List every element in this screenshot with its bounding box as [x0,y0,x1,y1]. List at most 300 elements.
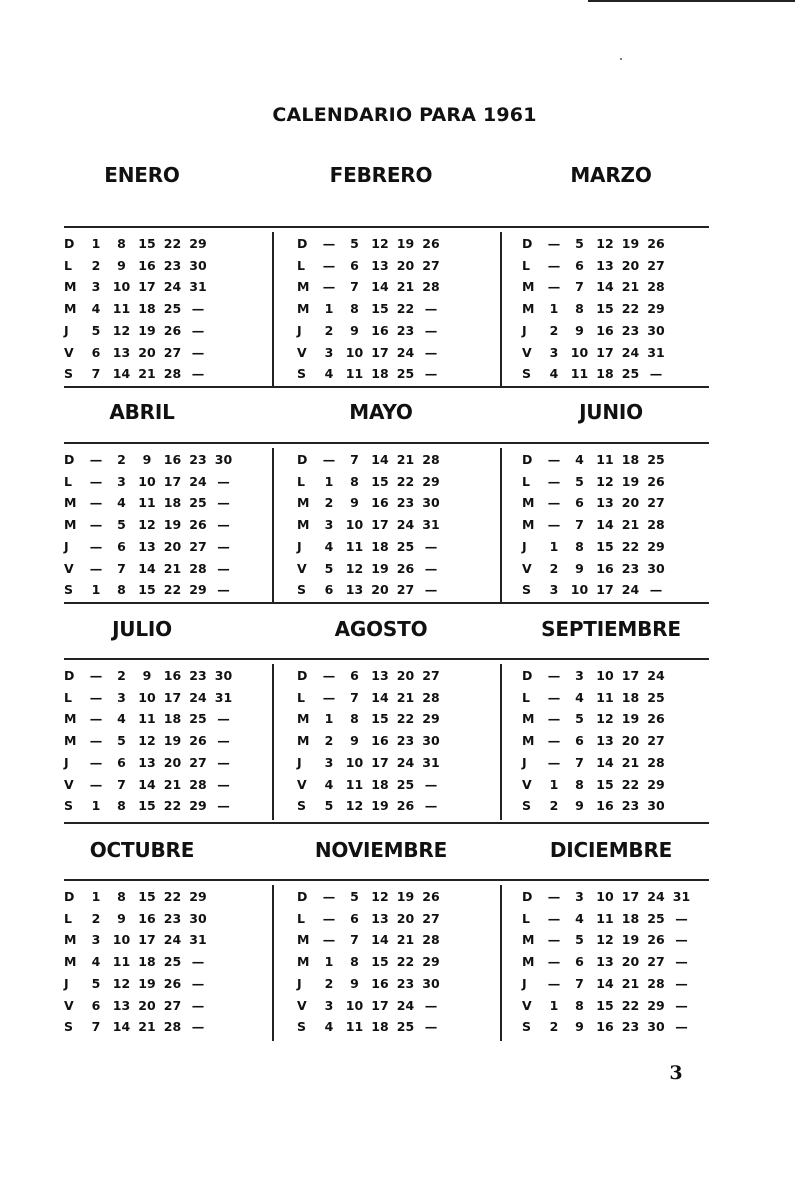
date-cell: 21 [621,517,640,533]
date-cell: 22 [163,236,182,251]
date-cell: 9 [350,495,359,511]
day-letter: M [297,932,310,948]
date-cell: 9 [350,733,359,749]
date-cell: 24 [396,754,415,770]
date-cell: — [322,889,336,904]
day-letter: V [297,776,307,792]
date-cell: 8 [350,301,359,317]
date-cell: 4 [117,495,126,511]
day-letter: D [522,668,533,683]
date-cell: 21 [138,1019,156,1035]
date-cell: — [424,776,438,792]
date-cell: 1 [91,582,101,598]
week-row [297,515,512,535]
date-cell: 30 [189,910,207,926]
date-cell: — [547,452,561,467]
day-letter: V [64,997,74,1013]
day-letter: L [297,910,305,926]
day-letter: J [522,538,527,554]
date-cell: 13 [371,257,389,273]
day-letter: L [64,473,72,489]
date-cell: 12 [138,517,156,533]
date-cell: 30 [422,975,440,991]
date-cell: 16 [371,322,389,338]
month-name: JULIO [112,617,172,641]
date-cell: 7 [575,975,584,991]
day-letter: J [64,975,69,991]
date-cell: 3 [575,668,584,683]
date-cell: 19 [621,711,640,727]
date-cell: 12 [371,889,389,904]
date-cell: 3 [91,932,101,948]
day-letter: L [522,910,530,926]
date-cell: — [322,279,336,295]
date-cell: 30 [647,798,665,814]
date-cell: — [89,668,103,683]
week-row [297,974,512,994]
date-cell: 17 [621,668,640,683]
week-row [297,709,512,729]
day-letter: J [64,754,69,770]
date-cell: — [675,1019,688,1035]
date-cell: 13 [596,733,614,749]
week-row [297,796,512,816]
week-row [64,493,279,513]
date-cell: 29 [647,997,665,1013]
date-cell: — [547,889,561,904]
day-letter: M [297,301,310,317]
date-cell: 9 [142,668,152,683]
day-letter: V [64,776,74,792]
date-cell: — [547,257,561,273]
date-cell: 23 [163,910,182,926]
date-cell: — [322,236,336,251]
day-letter: S [522,582,532,598]
date-cell: 13 [112,997,131,1013]
week-row [64,277,279,297]
date-cell: 2 [324,322,334,338]
date-cell: 24 [621,582,640,598]
date-cell: 21 [138,366,156,382]
date-cell: 8 [575,776,584,792]
day-letter: D [522,889,533,904]
week-row [297,930,512,950]
date-cell: — [322,452,336,467]
week-row [64,515,279,535]
date-cell: 12 [596,236,614,251]
date-cell: 28 [647,975,665,991]
date-cell: 9 [117,910,126,926]
date-cell: 12 [112,322,131,338]
month-name: SEPTIEMBRE [541,617,681,641]
date-cell: 3 [575,889,584,904]
section-top-rule [64,658,709,660]
date-cell: 28 [189,776,207,792]
date-cell: — [675,910,688,926]
date-cell: 25 [647,689,665,705]
date-cell: 3 [324,344,334,360]
week-row [64,537,279,557]
week-row [522,909,737,929]
week-row [297,909,512,929]
date-cell: 21 [621,279,640,295]
date-cell: 7 [350,279,359,295]
date-cell: 15 [138,582,156,598]
date-cell: — [89,689,103,705]
week-row [522,709,737,729]
date-cell: 25 [621,366,640,382]
date-cell: 4 [549,366,559,382]
date-cell: 29 [422,711,440,727]
day-letter: L [522,473,530,489]
date-cell: 26 [189,733,207,749]
date-cell: 1 [91,236,101,251]
date-cell: 16 [371,495,389,511]
date-cell: 14 [371,452,389,467]
day-letter: M [297,954,310,970]
date-cell: 16 [138,910,156,926]
day-letter: S [64,582,74,598]
date-cell: 7 [575,279,584,295]
date-cell: 30 [647,560,665,576]
week-row [64,709,279,729]
date-cell: 10 [570,344,589,360]
date-cell: 17 [138,279,156,295]
date-cell: 19 [163,733,182,749]
section-top-rule [64,442,709,444]
day-letter: M [64,932,77,948]
date-cell: — [217,582,230,598]
date-cell: 27 [422,668,440,683]
date-cell: 20 [621,733,640,749]
day-letter: D [297,889,308,904]
day-letter: S [522,366,532,382]
day-letter: M [297,279,310,295]
date-cell: 6 [324,582,334,598]
day-letter: D [297,236,308,251]
date-cell: 10 [345,997,364,1013]
date-cell: 2 [91,910,101,926]
date-cell: 12 [596,932,614,948]
date-cell: 19 [371,798,389,814]
date-cell: 28 [163,366,182,382]
date-cell: 28 [189,560,207,576]
date-cell: — [675,954,688,970]
date-cell: 10 [345,517,364,533]
date-cell: 16 [596,1019,614,1035]
date-cell: 2 [324,495,334,511]
date-cell: 24 [647,668,665,683]
date-cell: 28 [647,517,665,533]
day-letter: M [522,733,535,749]
date-cell: 23 [396,495,415,511]
date-cell: 9 [575,1019,584,1035]
date-cell: — [547,932,561,948]
date-cell: 30 [214,668,233,683]
day-letter: M [522,517,535,533]
date-cell: — [217,776,230,792]
date-cell: — [675,997,688,1013]
date-cell: 13 [345,582,364,598]
date-cell: — [217,495,230,511]
date-cell: 9 [350,975,359,991]
date-cell: 13 [371,668,389,683]
month-name: DICIEMBRE [549,838,673,862]
date-cell: 8 [350,473,359,489]
date-cell: — [89,754,103,770]
date-cell: 26 [189,517,207,533]
week-row [64,930,279,950]
date-cell: 13 [138,754,156,770]
date-cell: 18 [621,689,640,705]
date-cell: 1 [91,889,101,904]
date-cell: 5 [350,236,359,251]
date-cell: — [547,754,561,770]
date-cell: 22 [396,473,415,489]
date-cell: 16 [138,257,156,273]
date-cell: — [217,473,230,489]
date-cell: 25 [396,776,415,792]
week-row [522,364,737,384]
date-cell: 20 [396,668,415,683]
date-cell: — [89,711,103,727]
date-cell: 11 [138,711,156,727]
date-cell: 24 [189,689,207,705]
date-cell: 17 [138,932,156,948]
date-cell: 27 [189,754,207,770]
date-cell: 26 [396,560,415,576]
date-cell: — [547,473,561,489]
week-row [522,666,737,686]
date-cell: 2 [549,1019,559,1035]
date-cell: 5 [350,889,359,904]
date-cell: — [547,236,561,251]
date-cell: 7 [91,366,101,382]
date-cell: 2 [549,560,559,576]
date-cell: 11 [345,1019,364,1035]
day-letter: L [297,689,305,705]
date-cell: 5 [324,560,334,576]
date-cell: 25 [396,538,415,554]
week-row [297,321,512,341]
month-name: MAYO [349,400,413,424]
date-cell: 11 [345,366,364,382]
date-cell: 6 [575,733,584,749]
day-letter: M [522,301,535,317]
date-cell: 15 [138,798,156,814]
month-name: MARZO [570,163,652,187]
day-letter: D [522,452,533,467]
date-cell: 19 [621,473,640,489]
date-cell: 1 [549,538,559,554]
day-letter: S [522,1019,532,1035]
date-cell: 12 [138,733,156,749]
date-cell: 28 [163,1019,182,1035]
date-cell: — [217,517,230,533]
date-cell: 3 [117,689,126,705]
date-cell: — [89,452,103,467]
date-cell: 10 [138,689,156,705]
day-letter: L [64,689,72,705]
week-row [64,666,279,686]
week-row [522,493,737,513]
date-cell: 9 [575,322,584,338]
day-letter: M [522,954,535,970]
date-cell: — [424,560,438,576]
date-cell: 22 [163,582,182,598]
day-letter: M [64,711,77,727]
week-row [64,472,279,492]
week-row [297,731,512,751]
date-cell: 29 [647,776,665,792]
date-cell: — [191,344,205,360]
date-cell: 6 [91,344,101,360]
week-row [297,996,512,1016]
date-cell: 30 [214,452,233,467]
date-cell: 20 [396,910,415,926]
date-cell: 7 [575,754,584,770]
date-cell: 7 [117,776,126,792]
date-cell: — [322,257,336,273]
day-letter: V [522,344,532,360]
week-row [522,996,737,1016]
date-cell: 21 [621,754,640,770]
date-cell: 25 [163,954,182,970]
date-cell: 29 [647,301,665,317]
week-row [522,515,737,535]
date-cell: 24 [163,279,182,295]
day-letter: S [64,1019,74,1035]
date-cell: 6 [575,257,584,273]
date-cell: 18 [596,366,614,382]
date-cell: — [675,975,688,991]
week-row [64,996,279,1016]
week-row [64,974,279,994]
date-cell: 7 [350,932,359,948]
date-cell: 4 [575,910,584,926]
date-cell: 31 [214,689,233,705]
date-cell: 7 [575,517,584,533]
date-cell: 7 [350,689,359,705]
week-row [522,796,737,816]
week-row [522,299,737,319]
date-cell: 14 [596,754,614,770]
date-cell: 21 [396,932,415,948]
date-cell: 8 [575,538,584,554]
date-cell: 20 [621,257,640,273]
week-row [522,343,737,363]
date-cell: 26 [396,798,415,814]
date-cell: 4 [575,689,584,705]
print-speck [620,58,622,60]
day-letter: M [522,932,535,948]
date-cell: 12 [596,473,614,489]
date-cell: 17 [163,689,182,705]
date-cell: — [89,473,103,489]
date-cell: 14 [112,1019,131,1035]
date-cell: 31 [422,517,440,533]
date-cell: — [547,517,561,533]
day-letter: V [64,560,74,576]
date-cell: 5 [117,517,126,533]
date-cell: 1 [324,301,334,317]
date-cell: 10 [596,668,614,683]
day-letter: V [64,344,74,360]
date-cell: 20 [396,257,415,273]
week-row [297,753,512,773]
date-cell: 7 [350,452,359,467]
date-cell: 20 [371,582,389,598]
day-letter: J [522,754,527,770]
date-cell: 20 [138,344,156,360]
month-name: ABRIL [109,400,175,424]
day-letter: J [297,975,302,991]
date-cell: 19 [396,236,415,251]
date-cell: 5 [117,733,126,749]
date-cell: 29 [422,954,440,970]
date-cell: — [547,279,561,295]
date-cell: — [424,366,438,382]
month-name: OCTUBRE [89,838,195,862]
page-number: 3 [669,1062,683,1084]
date-cell: 22 [163,889,182,904]
date-cell: 13 [371,910,389,926]
date-cell: — [322,932,336,948]
week-row [522,1017,737,1037]
date-cell: — [547,495,561,511]
date-cell: 5 [91,322,101,338]
week-row [297,450,512,470]
date-cell: 31 [672,889,691,904]
date-cell: — [217,538,230,554]
date-cell: 27 [396,582,415,598]
date-cell: 27 [163,344,182,360]
day-letter: D [64,889,75,904]
day-letter: V [522,776,532,792]
date-cell: 14 [596,975,614,991]
date-cell: 28 [647,279,665,295]
date-cell: 19 [138,975,156,991]
week-row [297,666,512,686]
date-cell: 17 [163,473,182,489]
date-cell: 10 [112,279,131,295]
date-cell: 7 [117,560,126,576]
date-cell: — [424,582,438,598]
week-row [297,775,512,795]
page-title: CALENDARIO PARA 1961 [272,104,537,126]
date-cell: 27 [422,910,440,926]
week-row [64,343,279,363]
date-cell: 24 [396,997,415,1013]
day-letter: M [522,279,535,295]
date-cell: 4 [117,711,126,727]
date-cell: 10 [570,582,589,598]
date-cell: 22 [621,301,640,317]
week-row [297,472,512,492]
day-letter: J [64,322,69,338]
date-cell: 24 [163,932,182,948]
week-row [64,1017,279,1037]
date-cell: 8 [350,954,359,970]
date-cell: 25 [163,301,182,317]
date-cell: — [547,910,561,926]
date-cell: 4 [324,776,334,792]
date-cell: 17 [596,344,614,360]
week-row [64,256,279,276]
date-cell: — [217,733,230,749]
section-bottom-rule [64,822,709,824]
date-cell: 13 [596,257,614,273]
